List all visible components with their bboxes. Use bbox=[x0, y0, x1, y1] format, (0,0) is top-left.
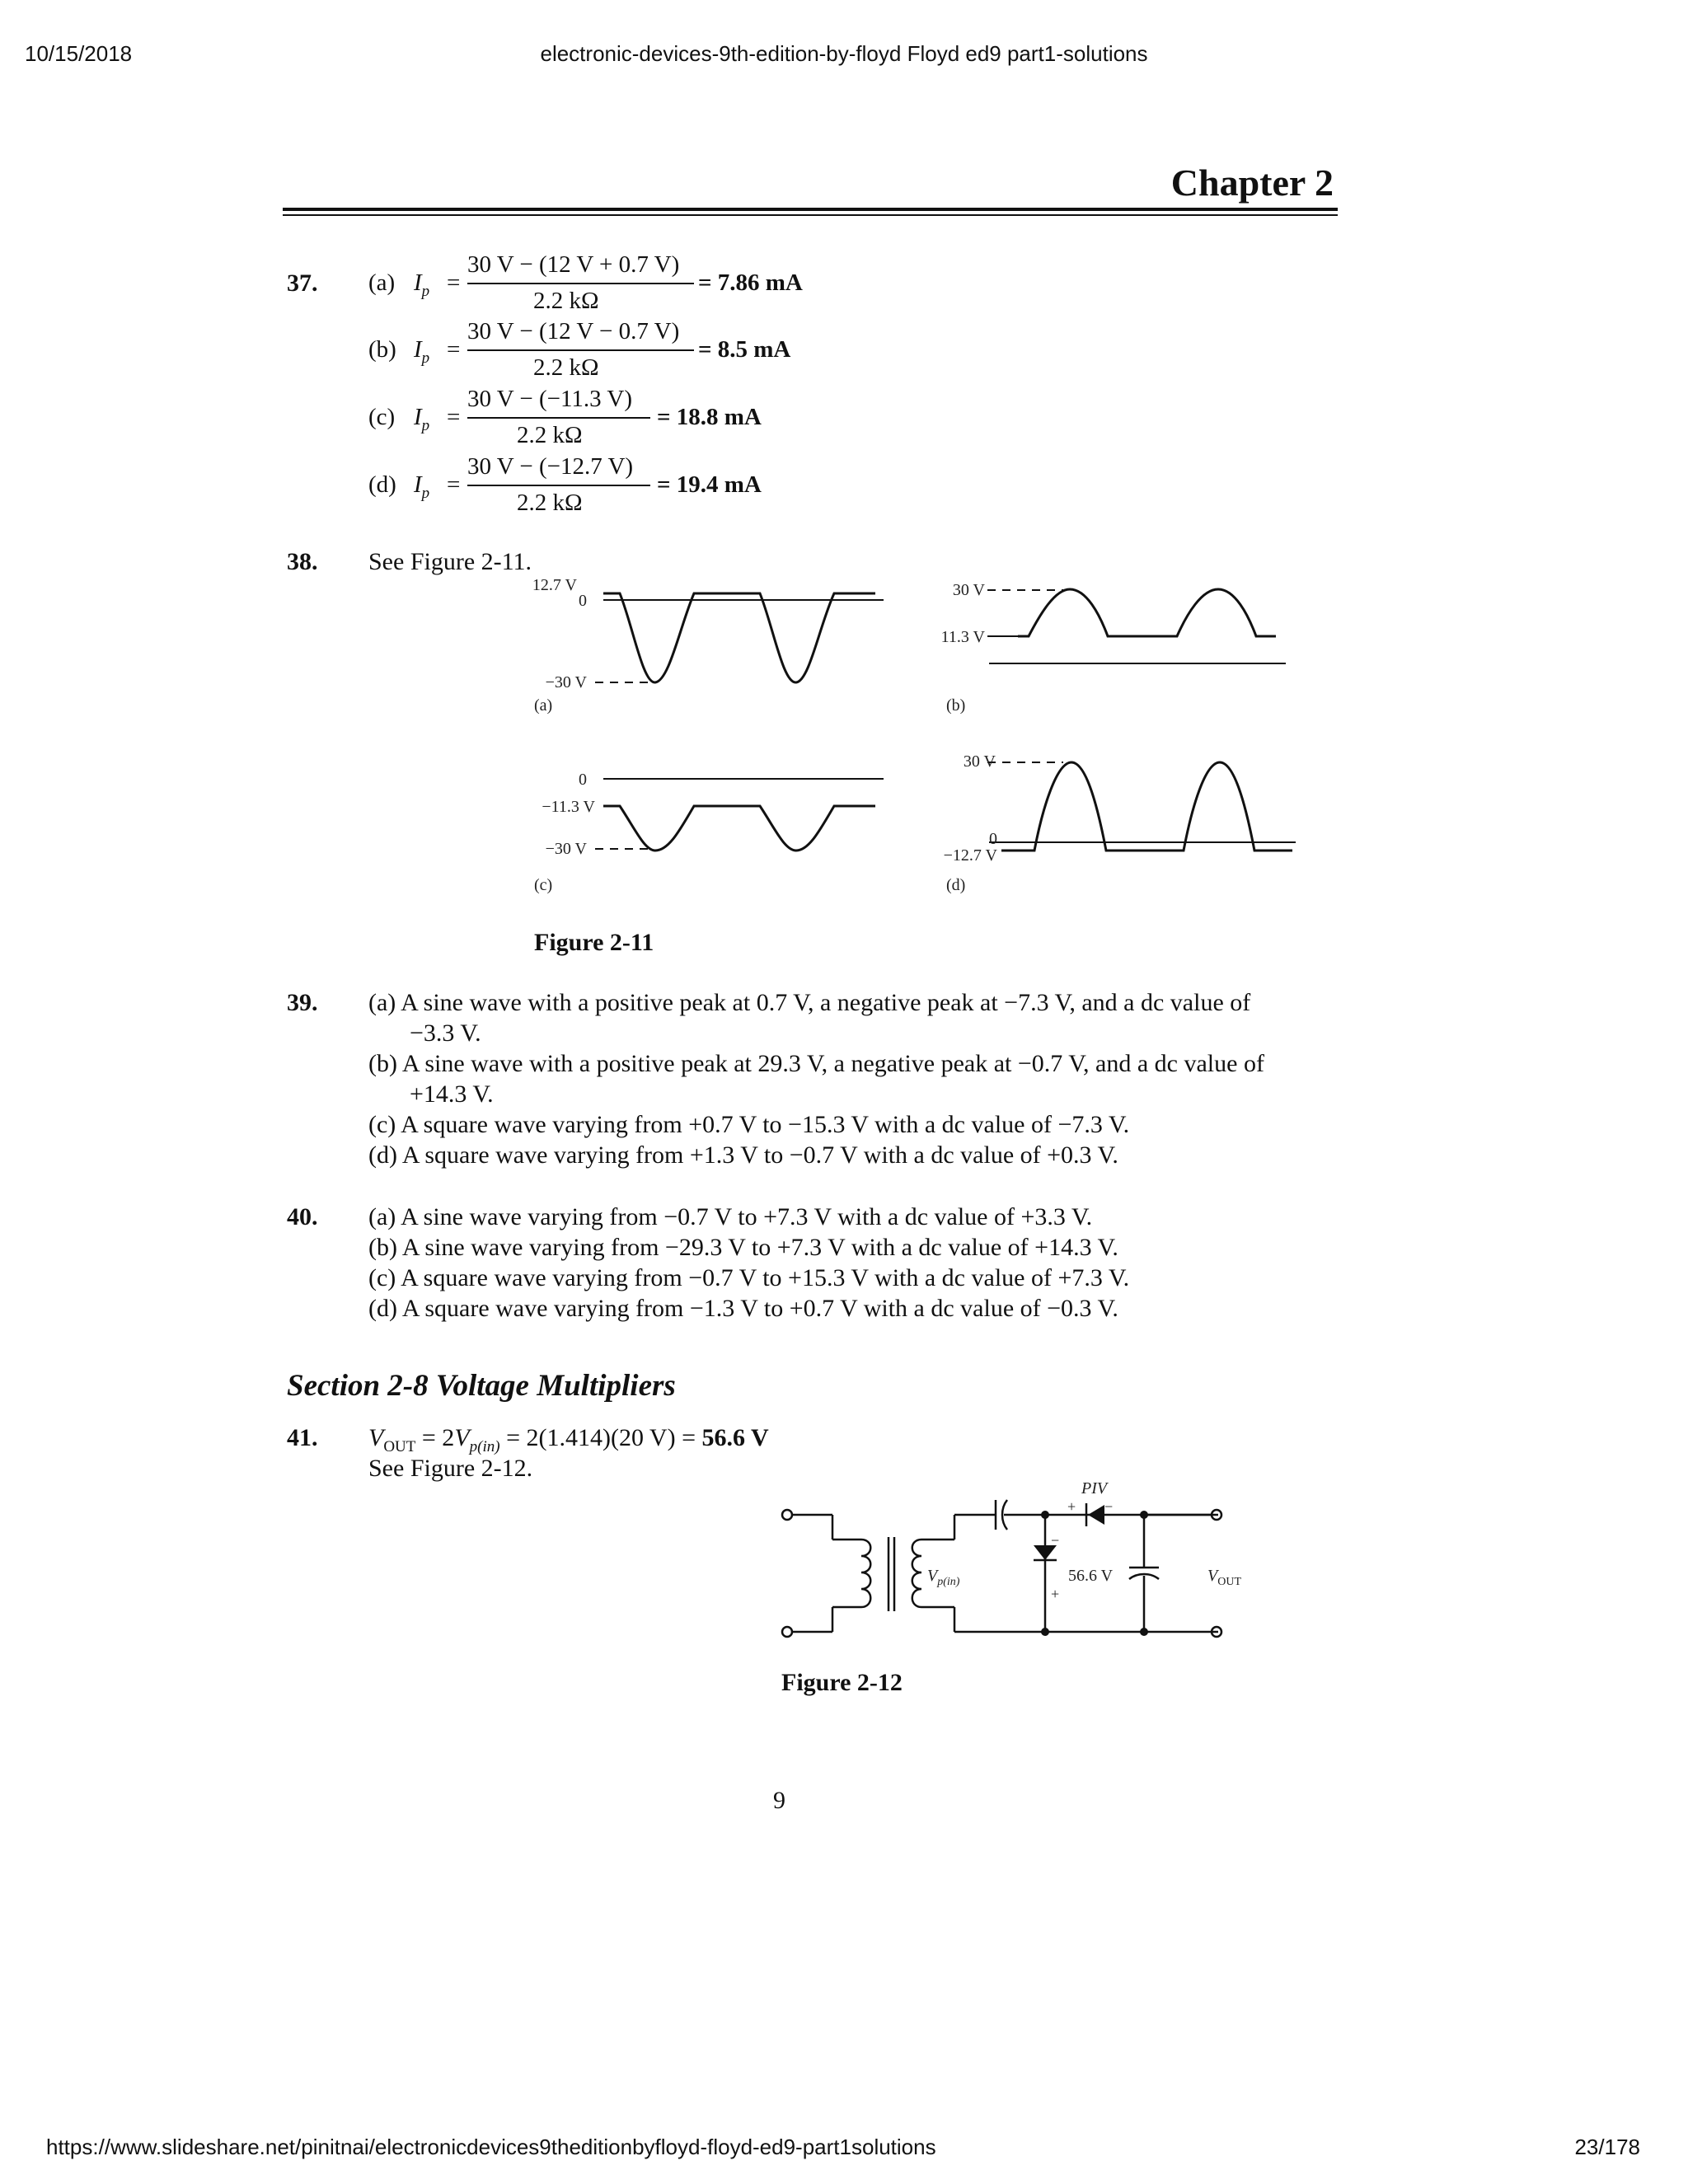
junction-dot bbox=[1041, 1511, 1049, 1519]
current-symbol: $I_p$ bbox=[414, 404, 430, 434]
part-label: (a) bbox=[368, 269, 396, 296]
diode-voltage-label: 56.6 V bbox=[1068, 1567, 1114, 1585]
fraction-bar bbox=[467, 349, 694, 351]
denominator: 2.2 kΩ bbox=[533, 288, 599, 314]
problem-39-line-c: (c) A square wave varying from +0.7 V to −15.3 V with a dc value of −7.3 V. bbox=[368, 1111, 1130, 1138]
junction-dot bbox=[1140, 1511, 1148, 1519]
waveform-c-zero-label: 0 bbox=[579, 771, 587, 789]
page-number: 9 bbox=[773, 1787, 785, 1814]
problem-39-line-b: (b) A sine wave with a positive peak at 29.3 V, a negative peak at −0.7 V, and a dc value of bbox=[368, 1050, 1264, 1077]
problem-40-line-d: (d) A square wave varying from −1.3 V to +0.7 V with a dc value of −0.3 V. bbox=[368, 1295, 1118, 1322]
problem-39-line-d: (d) A square wave varying from +1.3 V to −0.7 V with a dc value of +0.3 V. bbox=[368, 1141, 1118, 1169]
denominator: 2.2 kΩ bbox=[517, 490, 583, 516]
problem-40-line-c: (c) A square wave varying from −0.7 V to +15.3 V with a dc value of +7.3 V. bbox=[368, 1264, 1130, 1291]
junction-dot bbox=[1041, 1628, 1049, 1636]
print-date: 10/15/2018 bbox=[25, 41, 133, 66]
problem-39-line-b-cont: +14.3 V. bbox=[410, 1080, 494, 1108]
problem-40-line-a: (a) A sine wave varying from −0.7 V to +7.3 V with a dc value of +3.3 V. bbox=[368, 1203, 1093, 1230]
problem-41-text: See Figure 2-12. bbox=[368, 1455, 533, 1482]
shunt-minus: − bbox=[1051, 1532, 1060, 1549]
input-terminal-bottom bbox=[782, 1627, 792, 1637]
waveform-d-label: (d) bbox=[946, 876, 966, 894]
problem-39-number: 39. bbox=[287, 989, 318, 1016]
section-heading: Section 2-8 Voltage Multipliers bbox=[287, 1369, 676, 1403]
waveform-a-zero-label: 0 bbox=[579, 592, 587, 610]
result: = 8.5 mA bbox=[698, 336, 791, 363]
current-symbol: $I_p$ bbox=[414, 269, 430, 300]
junction-dot bbox=[1140, 1628, 1148, 1636]
print-url[interactable]: https://www.slideshare.net/pinitnai/electronicdevices9theditionbyfloyd-floyd-ed9-part1solutions bbox=[46, 2135, 936, 2159]
problem-38-number: 38. bbox=[287, 548, 318, 575]
problem-40-line-b: (b) A sine wave varying from −29.3 V to +7.3 V with a dc value of +14.3 V. bbox=[368, 1234, 1118, 1261]
figure-2-11 bbox=[0, 560, 1688, 940]
result: = 18.8 mA bbox=[657, 404, 762, 430]
fraction-bar bbox=[467, 283, 694, 284]
problem-40-number: 40. bbox=[287, 1203, 318, 1230]
part-label: (b) bbox=[368, 336, 396, 363]
waveform-b-mid-label: 11.3 V bbox=[940, 628, 985, 646]
waveform-b-top-label: 30 V bbox=[952, 581, 985, 599]
fraction-bar bbox=[467, 417, 650, 419]
problem-41-result: 56.6 V bbox=[701, 1424, 769, 1451]
waveform-d-bottom-label: −12.7 V bbox=[943, 846, 997, 865]
numerator: 30 V − (−11.3 V) bbox=[467, 386, 633, 412]
input-terminal-top bbox=[782, 1510, 792, 1520]
problem-38-text: See Figure 2-11. bbox=[368, 548, 532, 575]
result: = 19.4 mA bbox=[657, 471, 762, 498]
vpin-label: $V_{p(in)}$ bbox=[927, 1567, 960, 1588]
waveform-c-bottom-label: −30 V bbox=[545, 840, 587, 858]
part-label: (d) bbox=[368, 471, 396, 498]
piv-label: PIV bbox=[1081, 1479, 1108, 1497]
figure-2-11-caption: Figure 2-11 bbox=[534, 929, 654, 956]
shunt-plus: + bbox=[1051, 1586, 1060, 1602]
waveform-b-trace bbox=[1018, 589, 1276, 636]
numerator: 30 V − (−12.7 V) bbox=[467, 453, 634, 480]
waveform-d-zero-label: 0 bbox=[989, 830, 997, 848]
waveform-c-label: (c) bbox=[534, 876, 553, 894]
fraction-bar bbox=[467, 485, 650, 486]
numerator: 30 V − (12 V + 0.7 V) bbox=[467, 251, 680, 278]
print-page-count: 23/178 bbox=[1574, 2135, 1640, 2159]
part-label: (c) bbox=[368, 404, 396, 430]
waveform-a-label: (a) bbox=[534, 696, 553, 715]
problem-39-line-a: (a) A sine wave with a positive peak at 0.7 V, a negative peak at −7.3 V, and a dc value of bbox=[368, 989, 1251, 1016]
current-symbol: $I_p$ bbox=[414, 471, 430, 502]
waveform-d-top-label: 30 V bbox=[963, 752, 996, 771]
waveform-a-trace bbox=[603, 593, 875, 682]
waveform-c-trace bbox=[603, 806, 875, 851]
chapter-title: Chapter 2 bbox=[1170, 162, 1334, 204]
primary-coil bbox=[861, 1540, 870, 1607]
current-symbol: $I_p$ bbox=[414, 336, 430, 367]
problem-39-line-a-cont: −3.3 V. bbox=[410, 1019, 481, 1047]
piv-plus: + bbox=[1067, 1498, 1076, 1515]
result: = 7.86 mA bbox=[698, 269, 803, 296]
chapter-rule-thick bbox=[283, 208, 1338, 211]
chapter-rule-thin bbox=[283, 214, 1338, 216]
vout-label: $V_{OUT}$ bbox=[1207, 1567, 1241, 1588]
piv-diode-triangle bbox=[1088, 1505, 1104, 1525]
waveform-a-bottom-label: −30 V bbox=[545, 673, 587, 691]
piv-minus: − bbox=[1104, 1498, 1114, 1515]
print-title: electronic-devices-9th-edition-by-floyd Floyd ed9 part1-solutions bbox=[540, 41, 1148, 66]
denominator: 2.2 kΩ bbox=[517, 422, 583, 448]
waveform-c-mid-label: −11.3 V bbox=[542, 798, 595, 816]
problem-41-number: 41. bbox=[287, 1424, 318, 1451]
numerator: 30 V − (12 V − 0.7 V) bbox=[467, 318, 680, 344]
waveform-d-trace bbox=[1001, 762, 1292, 851]
figure-2-12-caption: Figure 2-12 bbox=[781, 1669, 903, 1696]
figure-2-12 bbox=[0, 1475, 1688, 1665]
waveform-b-label: (b) bbox=[946, 696, 966, 715]
secondary-coil bbox=[912, 1540, 921, 1607]
problem-37-number: 37. bbox=[287, 269, 318, 297]
problem-41-equation: $V_{OUT} = 2V_{p(in)} = 2(1.414)(20$ V) = 56.6 V bbox=[368, 1424, 769, 1455]
waveform-a-top-label: 12.7 V bbox=[532, 576, 577, 594]
denominator: 2.2 kΩ bbox=[533, 354, 599, 381]
